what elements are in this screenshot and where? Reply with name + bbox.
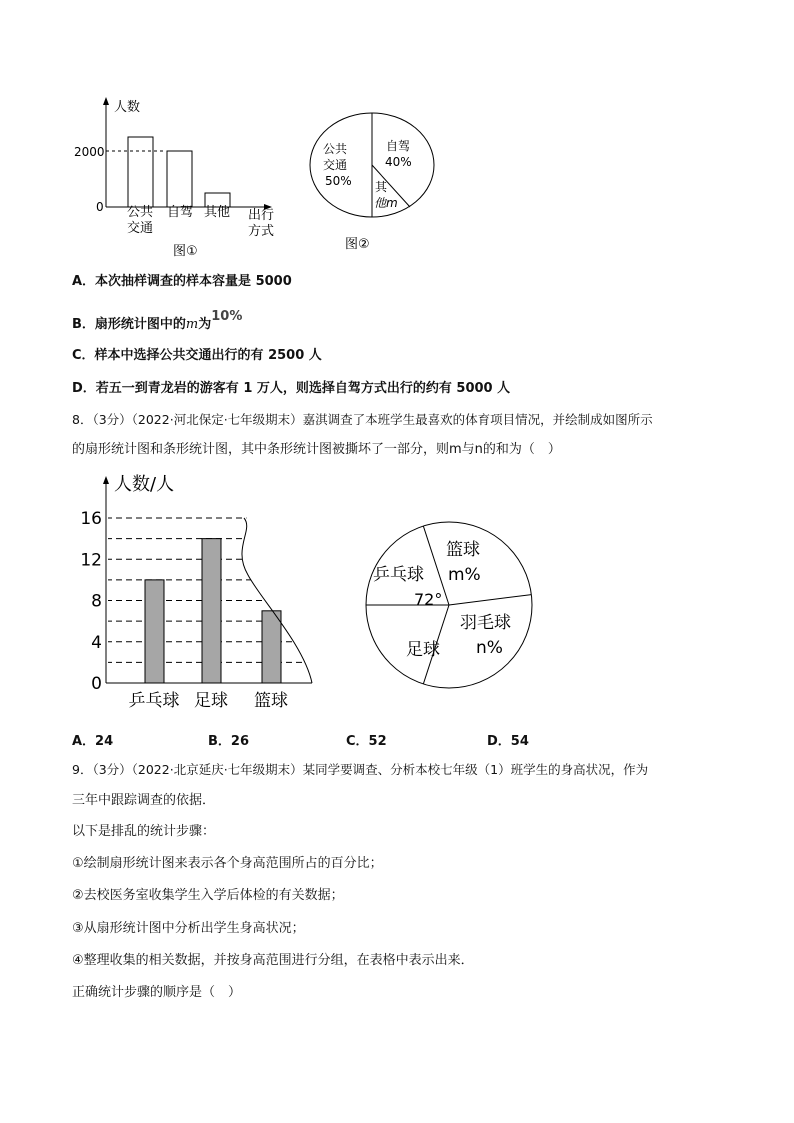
fig2-label-self-1: 自驾 [386, 139, 411, 153]
fig1-caption: 图① [173, 244, 198, 259]
q9-stem-line2: 三年中跟踪调查的依据． [72, 793, 216, 808]
fig1-y-label: 人数 [114, 100, 141, 115]
fig3-tick-4: 4 [91, 632, 102, 653]
fig1-cat-2: 其他 [204, 205, 231, 220]
q9-step-2: ②去校医务室收集学生入学后体检的有关数据； [72, 888, 344, 903]
fig3-bar-2 [262, 611, 281, 683]
fig1-y-arrow [103, 97, 109, 105]
fig3-tick-16: 16 [80, 509, 102, 529]
fig4-label-football: 足球 [406, 640, 440, 660]
fig1-tick-0: 0 [96, 200, 104, 214]
fig4-label-pingpong: 乒乓球 [373, 565, 424, 585]
fig4-label-basketball: 篮球 [446, 540, 480, 560]
q7-option-b-answer: 10% [211, 309, 243, 324]
q7-option-b-var: m [185, 317, 199, 332]
fig3-y-label: 人数/人 [114, 474, 175, 495]
fig3-cat-1: 足球 [194, 691, 228, 711]
fig1-cat-0-line1: 公共 [127, 205, 154, 220]
q9-step-4: ④整理收集的相关数据，并按身高范围进行分组，在表格中表示出来． [72, 953, 474, 968]
fig1-x-label-line2: 方式 [248, 224, 275, 239]
q8-option-b: B．26 [208, 734, 249, 749]
fig4-label-badminton: 羽毛球 [460, 613, 511, 633]
q8-option-c: C．52 [346, 734, 387, 749]
fig3-cat-2: 篮球 [254, 691, 288, 711]
fig3-cat-0: 乒乓球 [128, 691, 180, 711]
q8-option-a: A．24 [72, 734, 114, 749]
figure1-bar-chart [70, 95, 285, 265]
q7-option-a: A．本次抽样调查的样本容量是 5000 [72, 274, 292, 289]
fig1-cat-1: 自驾 [167, 205, 194, 220]
figure2-pie-chart [300, 95, 450, 260]
figure4-pie-chart [362, 505, 537, 700]
fig2-label-other-1: 其 [375, 180, 388, 194]
fig1-bar-0 [128, 137, 153, 207]
fig2-caption: 图② [345, 237, 370, 252]
fig3-tick-0: 0 [91, 674, 102, 694]
fig4-label-m: m% [448, 565, 481, 585]
fig4-label-n: n% [476, 638, 503, 658]
fig4-label-angle: 72° [414, 590, 443, 609]
q8-option-d: D．54 [487, 734, 529, 749]
fig3-bar-0 [145, 580, 164, 683]
fig1-bar-1 [167, 151, 192, 207]
q9-stem-line1: 9．（3分）（2022·北京延庆·七年级期末）某同学要调查、分析本校七年级（1）班学生的身高状况，作为 [72, 762, 649, 777]
q7-option-d: D．若五一到青龙岩的游客有 1 万人，则选择自驾方式出行的约有 5000 人 [72, 381, 511, 396]
fig3-y-arrow [103, 476, 109, 484]
q8-stem-line1: 8．（3分）（2022·河北保定·七年级期末）嘉淇调查了本班学生最喜欢的体育项目情况，并绘制成如图所示 [72, 412, 653, 427]
q7-option-c: C．样本中选择公共交通出行的有 2500 人 [72, 348, 322, 363]
fig1-tick-2000: 2000 [74, 145, 105, 159]
q9-step-3: ③从扇形统计图中分析出学生身高状况； [72, 921, 305, 936]
q8-stem-line2: 的扇形统计图和条形统计图，其中条形统计图被撕坏了一部分，则m与n的和为（ ） [72, 442, 561, 457]
fig2-label-self-2: 40% [385, 155, 412, 169]
fig1-cat-0-line2: 交通 [127, 221, 154, 236]
q9-question: 正确统计步骤的顺序是（ ） [72, 985, 242, 1000]
fig2-label-public-3: 50% [325, 174, 352, 188]
q9-step-1: ①绘制扇形统计图来表示各个身高范围所占的百分比； [72, 856, 383, 871]
q9-intro: 以下是排乱的统计步骤： [72, 824, 216, 839]
fig3-tick-12: 12 [80, 550, 102, 571]
fig3-bar-1 [202, 539, 221, 683]
fig2-label-public-2: 交通 [323, 158, 348, 172]
fig3-tick-8: 8 [91, 591, 102, 612]
fig2-label-public-1: 公共 [323, 142, 348, 156]
q7-option-b: B．扇形统计图中的m为10% [72, 309, 243, 332]
fig2-label-other-2: 他m [374, 196, 398, 210]
figure3-bar-chart [78, 470, 328, 715]
fig1-x-label-line1: 出行 [248, 208, 275, 223]
